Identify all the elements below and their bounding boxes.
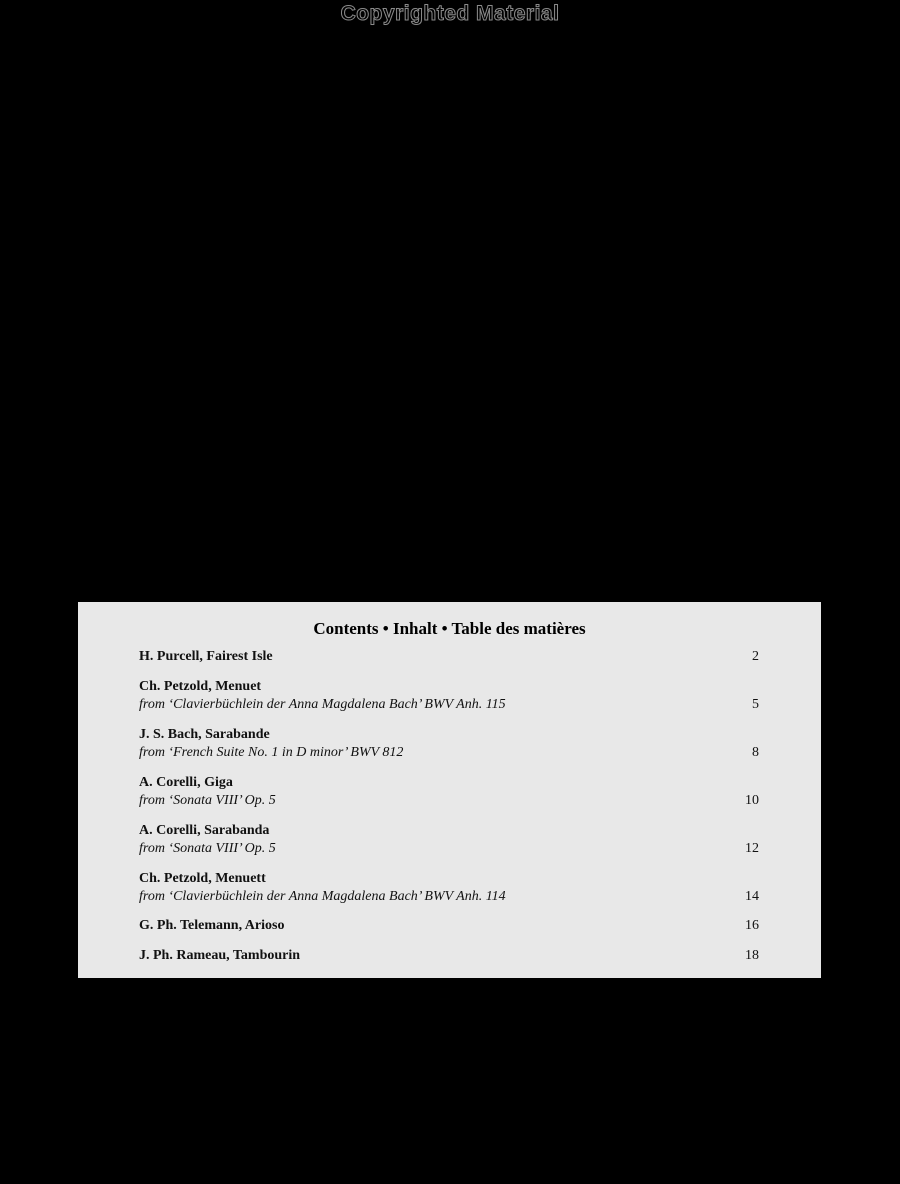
contents-entry — [139, 774, 759, 810]
watermark-text: Copyrighted Material — [340, 2, 560, 25]
contents-heading: Contents • Inhalt • Table des matières — [313, 619, 586, 638]
entry-subtitle: from ‘Clavierbüchlein der Anna Magdalena Bach’ BWV Anh. 114 — [139, 889, 506, 904]
entry-page-number: 10 — [745, 793, 759, 808]
contents-entry — [139, 917, 759, 935]
entry-page-number: 2 — [752, 649, 759, 664]
entry-title: J. S. Bach, Sarabande — [139, 727, 270, 742]
contents-entry — [139, 648, 759, 666]
contents-entry — [139, 678, 759, 714]
entry-subtitle: from ‘French Suite No. 1 in D minor’ BWV 812 — [139, 745, 404, 760]
contents-entry — [139, 822, 759, 858]
entry-page-number: 5 — [752, 697, 759, 712]
entry-subtitle: from ‘Sonata VIII’ Op. 5 — [139, 793, 276, 808]
entry-subtitle: from ‘Sonata VIII’ Op. 5 — [139, 841, 276, 856]
contents-entry — [139, 870, 759, 906]
entry-page-number: 16 — [745, 918, 759, 933]
contents-entry — [139, 947, 759, 965]
entry-title: A. Corelli, Giga — [139, 775, 233, 790]
entry-title: Ch. Petzold, Menuet — [139, 679, 262, 694]
entry-title: A. Corelli, Sarabanda — [139, 823, 270, 838]
contents-panel — [78, 602, 821, 978]
entry-subtitle: from ‘Clavierbüchlein der Anna Magdalena Bach’ BWV Anh. 115 — [139, 697, 506, 712]
entry-title: H. Purcell, Fairest Isle — [139, 649, 273, 664]
entry-title: G. Ph. Telemann, Arioso — [139, 918, 285, 933]
entry-page-number: 8 — [752, 745, 759, 760]
entry-page-number: 14 — [745, 889, 759, 904]
entry-title: J. Ph. Rameau, Tambourin — [139, 948, 301, 963]
contents-entry — [139, 726, 759, 762]
entry-page-number: 12 — [745, 841, 759, 856]
entry-title: Ch. Petzold, Menuett — [139, 871, 266, 886]
entry-page-number: 18 — [745, 948, 759, 963]
